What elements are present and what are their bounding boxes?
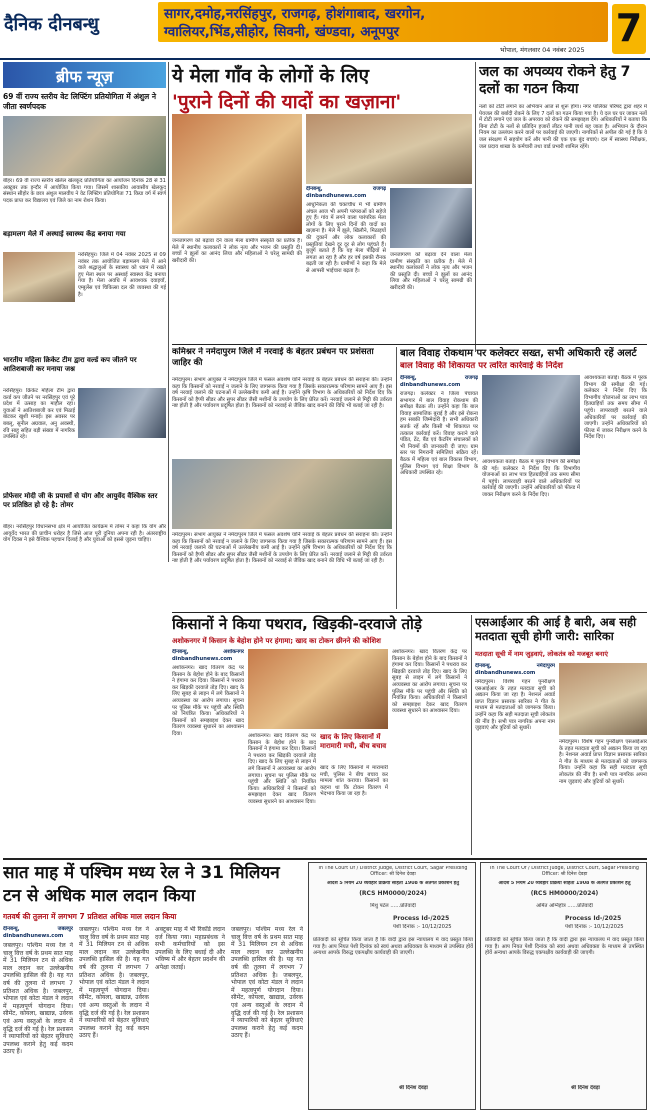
masthead-brand-box [4,4,154,54]
kisan-photo [248,649,388,729]
kisan-body-3: अशोकनगर। खाद वितरण केंद्र पर किसान के बेहोश होने के बाद किसानों ने हंगामा कर दिया। किसानों ने पथराव कर खिड़की दरवाजे तोड़ दिए। खाद के लिए सुबह से लाइन में लगे किसानों ने अव्यवस्था का आरोप लगाया। सूचना पर पुलिस मौके पर पहुंची और स्थिति को नियंत्रित किया। अधिकारियों ने किसानों को समझाइश देकर खाद वितरण व्यवस्था सुधारने का आश्वासन दिया। [392,649,467,715]
balvivah-photo [482,375,580,455]
court-notice-2 [480,862,647,1110]
mela-body: आधुनिकता की चकाचौंध में भी ग्रामीण अंचल आज भी अपनी परंपराओं को सहेजे हुए हैं। गांव में लगने वाला पारंपरिक मेला लोगों के लिए पुराने दिनों की यादों का खज़ाना है। मेले में झूले, खिलौने, मिठाइयों की दुकानें और लोक कलाकारों की प्रस्तुतियां देखने दूर दूर से लोग पहुंचते हैं। बुजुर्ग बताते हैं कि यह मेला पीढ़ियों से लगता आ रहा है और हर वर्ष इसकी रौनक बढ़ती जा रही है। ग्रामीणों ने कहा कि मेले से आपसी भाईचारा बढ़ता है। [306,202,386,274]
mela-headline-2: 'पुराने दिनों की यादों का खज़ाना' [172,91,402,113]
brief-h2: बड़ामलग मेले में अस्थाई स्वास्थ्य केंद्र बनाया गया [3,230,126,238]
railway-body-2: जबलपुर। पश्चिम मध्य रेल ने चालू वित्त वर्ष के प्रथम सात माह में 31 मिलियन टन से अधिक माल लदान कर उल्लेखनीय उपलब्धि हासिल की है। यह गत वर्ष की तुलना में लगभग 7 प्रतिशत अधिक है। जबलपुर, भोपाल एवं कोटा मंडल ने लदान में महत्वपूर्ण योगदान दिया। सीमेंट, कोयला, खाद्यान्न, उर्वरक एवं अन्य वस्तुओं के लदान में वृद्धि दर्ज की गई है। रेल प्रशासन ने व्यापारियों को बेहतर सुविधाएं उपलब्ध कराने हेतु कई कदम उठाए हैं। [79,926,149,1040]
jal-story [479,62,647,352]
notice-1-case: (RCS HM0000/2024) [359,890,427,897]
kamishnar-photo [172,459,392,529]
notice-1-sign: श्री दिनेश देवड़ा [399,1085,428,1091]
balvivah-story [400,347,647,609]
court-notice-1 [308,862,476,1110]
sir-body: नर्मदापुरम। विशेष गहन पुनरीक्षण एसआईआर के तहत मतदाता सूची को अद्यतन किया जा रहा है। नेशनल अवार्ड प्राप्त विज्ञान प्रसारक सारिका ने गीत के माध्यम से मतदाताओं को जागरूक किया। उन्होंने कहा कि सही मतदाता सूची लोकतंत्र की नींव है। सभी पात्र नागरिक अपना नाम जुड़वाएं और त्रुटियों को सुधारें। [475,679,555,732]
sir-rule [471,615,472,855]
sir-photo [559,663,647,735]
brief-photo-health [3,252,75,302]
bottom-rule [3,858,647,860]
left-column-rule [168,62,169,562]
brief-h3: भारतीय महिला क्रिकेट टीम द्वारा वर्ल्ड कप जीतने पर आतिशबाजी कर मनाया जश्न [3,356,137,373]
balvivah-headline: बाल विवाह रोकथाम पर कलेक्टर सख्त, सभी अधिकारी रहें अलर्ट [400,348,637,359]
masthead-cities-line1: सागर,दमोह,नरसिंहपुर, राजगढ़, होशंगाबाद, खरगोन, [164,6,426,22]
kisan-headline: किसानों ने किया पथराव, खिड़की-दरवाजे तोड़े [172,615,422,633]
mid-rule-2 [172,612,647,613]
notice-1-body: प्रतिवादी को सूचित किया जाता है कि वादी द्वारा इस न्यायालय में वाद प्रस्तुत किया गया है। आप नियत पेशी दिनांक को स्वयं अथवा अधिवक्ता के माध्यम से उपस्थित होवें अन्यथा आपके विरुद्ध एकपक्षीय कार्यवाही की जाएगी। [313,937,473,957]
railway-body-4: जबलपुर। पश्चिम मध्य रेल ने चालू वित्त वर्ष के प्रथम सात माह में 31 मिलियन टन से अधिक माल लदान कर उल्लेखनीय उपलब्धि हासिल की है। यह गत वर्ष की तुलना में लगभग 7 प्रतिशत अधिक है। जबलपुर, भोपाल एवं कोटा मंडल ने लदान में महत्वपूर्ण योगदान दिया। सीमेंट, कोयला, खाद्यान्न, उर्वरक एवं अन्य वस्तुओं के लदान में वृद्धि दर्ज की गई है। रेल प्रशासन ने व्यापारियों को बेहतर सुविधाएं उपलब्ध कराने हेतु कई कदम उठाए हैं। [231,926,303,1040]
mela-story [172,62,472,342]
balvivah-body-3: आवश्यकता बताई। बैठक में पूरक विभाग की समीक्षा की गई। कलेक्टर ने निर्देश दिए कि विभागीय योजनाओं का लाभ पात्र हितग्राहियों तक समय सीमा में पहुंचे। लापरवाही बरतने वाले अधिकारियों पर कार्रवाई की जाएगी। उन्होंने अधिकारियों को फील्ड में जाकर निरीक्षण करने के निर्देश दिए। [584,375,647,441]
brief-photo-weightlift [3,116,166,176]
mela-photo-main [172,114,302,234]
jal-body: नलों को टोटी लगाने का अभियान आज से शुरू होगा। नगर पालिका परिषद द्वारा शहर में पेयजल की बर्बादी रोकने के लिए 7 दलों का गठन किया गया है। ये दल घर घर जाकर नलों में टोटी लगाने एवं जल के अपव्यय को रोकने की समझाइश देंगे। अधिकारियों ने बताया कि बिना टोटी के नलों से प्रतिदिन हजारों लीटर पानी व्यर्थ बह जाता है। अभियान के दौरान नियम का उल्लंघन करने वालों पर कार्रवाई की जाएगी। नागरिकों से अपील की गई है कि वे जल संरक्षण में सहयोग करें और पानी की एक एक बूंद बचाएं। दल में स्वास्थ्य निरीक्षक, जल प्रदाय शाखा के कर्मचारी तथा वार्ड प्रभारी शामिल रहेंगे। [479,104,647,150]
notice-2-parties: अमित अग्निहोत्र ......प्रतिवादी [536,903,593,909]
balvivah-rule [396,347,397,609]
kisan-inset-body: खाद के लिए किसानों में मारामारी मची, पुलिस ने बीच बचाव कर मामला शांत कराया। किसानों का कहना था कि टोकन वितरण में भेदभाव किया जा रहा है। [320,765,388,798]
notice-2-sign: श्री दिनेश देवड़ा [571,1085,600,1091]
kisan-inset [320,733,388,853]
notice-2-court: In The Court Of / District Judge, District Court, Sagar Presiding Officer: श्री दिनेश देवड़ा [490,866,639,877]
notice-2-date: पेशी दिनांक :- 10/12/2025 [565,924,624,930]
brief-photo-cricket [78,388,166,438]
railway-story [3,862,303,1110]
mela-headline-1: ये मेला गाँव के लोगों के लिए [172,65,369,87]
railway-byline: दीनबन्धु, जबलपुर dinbandhunews.com [3,926,73,939]
balvivah-subhead: बाल विवाह की शिकायत पर त्वरित कार्रवाई के निर्देश [400,361,563,371]
balvivah-body: राजगढ़। कलेक्टर ने जिला पंचायत सभागार में बाल विवाह रोकथाम की समीक्षा बैठक ली। उन्होंने कहा कि बाल विवाह सामाजिक बुराई है और इसे रोकना हम सबकी जिम्मेदारी है। सभी अधिकारी सतर्क रहें और किसी भी शिकायत पर तत्काल कार्रवाई करें। विवाह कराने वाले पंडित, टेंट, बैंड एवं कैटरिंग संचालकों को भी नियमों की जानकारी दी जाए। ग्राम स्तर पर निगरानी समितियां सक्रिय रहें। बैठक में महिला एवं बाल विकास विभाग, पुलिस विभाग एवं शिक्षा विभाग के अधिकारी उपस्थित रहे। [400,391,478,477]
right-column-rule [475,62,476,352]
brief-t3: नरसिंहपुर। क्रिकेट महिला टीम द्वारा वर्ल्ड कप जीतने पर नरसिंहपुर एवं पूरे प्रदेश में उत्साह का माहौल रहा। युवाओं ने आतिशबाजी कर एवं मिठाई बांटकर खुशी मनाई। इस अवसर पर बबलू, सुनील अग्रवाल, अनु अवस्थी, रवि साहू सहित बड़ी संख्या में नागरिक उपस्थित रहे। [3,388,75,441]
notice-1-date: पेशी दिनांक :- 10/12/2025 [393,924,452,930]
masthead-cities-line2: ग्वालियर,भिंड,सीहोर, सिवनी, खंण्डवा, अनूपपुर [164,24,400,40]
notice-2-case: (RCS HM0000/2024) [530,890,599,897]
mela-photo-stall [390,188,472,248]
brief-title: ब्रीफ न्यूज़ [55,67,114,86]
mela-byline: दीनबन्धु, राजगढ़ dinbandhunews.com [306,186,386,199]
railway-headline: सात माह में पश्चिम मध्य रेल ने 31 मिलियन टन से अधिक माल लदान किया [3,863,280,906]
mela-photo-crowd [306,114,472,184]
brief-h4: प्रोफेसर मोदी जी के प्रयासों से योग और आयुर्वेद वैश्विक स्तर पर प्रतिष्ठित हो रहे है: तोमर [3,492,158,509]
sir-body-2: नर्मदापुरम। विशेष गहन पुनरीक्षण एसआईआर के तहत मतदाता सूची को अद्यतन किया जा रहा है। नेशनल अवार्ड प्राप्त विज्ञान प्रसारक सारिका ने गीत के माध्यम से मतदाताओं को जागरूक किया। उन्होंने कहा कि सही मतदाता सूची लोकतंत्र की नींव है। सभी पात्र नागरिक अपना नाम जुड़वाएं और त्रुटियों को सुधारें। [559,739,647,785]
sir-headline: एसआईआर की आई है बारी, अब सही मतदाता सूची होगी जारी: सारिका [475,615,637,643]
brief-section [3,62,166,962]
kamishnar-body: नर्मदापुरम। संभाग आयुक्त ने नर्मदापुरम जिले में फसल अवशेष यानि नरवाई के बेहतर प्रबंधन की सराहना की। उन्होंने कहा कि किसानों को नरवाई न जलाने के लिए जागरूक किया गया है जिसके सकारात्मक परिणाम सामने आए हैं। इस वर्ष नरवाई जलाने की घटनाओं में उल्लेखनीय कमी आई है। उन्होंने कृषि विभाग के अधिकारियों को निर्देश दिए कि किसानों को हैप्पी सीडर और सुपर सीडर जैसी मशीनों के उपयोग के लिए प्रेरित करें। नरवाई जलाने से मिट्टी की उर्वरता नष्ट होती है और पर्यावरण प्रदूषित होता है। किसानों को नरवाई से जैविक खाद बनाने की विधि भी बताई जा रही है। [172,377,392,410]
kisan-story [172,615,467,855]
balvivah-body-2: आवश्यकता बताई। बैठक में पूरक विभाग की समीक्षा की गई। कलेक्टर ने निर्देश दिए कि विभागीय योजनाओं का लाभ पात्र हितग्राहियों तक समय सीमा में पहुंचे। लापरवाही बरतने वाले अधिकारियों पर कार्रवाई की जाएगी। उन्होंने अधिकारियों को फील्ड में जाकर निरीक्षण करने के निर्देश दिए। [482,459,580,498]
notice-2-form: आदेश 5 नियम 20 व्यवहार प्रक्रिया संहिता 1908 के अंतर्गत प्रकाशन हेतु [498,881,631,886]
brief-title-bar [3,62,166,88]
page-number: 7 [615,6,643,50]
notice-2-process: Process Id-/2025 [565,915,622,922]
mela-body-3: जनजागरण को बढ़ावा देने वाला मेला ग्रामीण संस्कृति का प्रतीक है। मेले में स्थानीय कलाकारों ने लोक नृत्य और भजन की प्रस्तुति दी। बच्चों ने झूलों का आनंद लिया और महिलाओं ने घरेलू सामग्री की खरीदारी की। [172,238,302,264]
sir-byline: दीनबन्धु, नर्मदापुरम dinbandhunews.com [475,663,555,676]
sir-story [475,615,647,855]
brief-t1: बीहर। 69 वी राज्य स्तरीय खेलेल खेलकूद प्रतियोगिता का आयोजन दिनांक 28 से 31 अक्टूबर तक इन्दौर में आयोजित किया गया। जिसमें शासकीय आवासीय खेलकूद संस्थान सीहोर के छात्र अंशुल मालवीय ने वेट लिफ्टिंग प्रतियोगिता 71 किग्रा वर्ग में स्वर्ण पदक प्राप्त कर विद्यालय एवं जिले का नाम रोशन किया। [3,178,166,204]
kisan-body: अशोकनगर। खाद वितरण केंद्र पर किसान के बेहोश होने के बाद किसानों ने हंगामा कर दिया। किसानों ने पथराव कर खिड़की दरवाजे तोड़ दिए। खाद के लिए सुबह से लाइन में लगे किसानों ने अव्यवस्था का आरोप लगाया। सूचना पर पुलिस मौके पर पहुंची और स्थिति को नियंत्रित किया। अधिकारियों ने किसानों को समझाइश देकर खाद वितरण व्यवस्था सुधारने का आश्वासन दिया। [172,665,244,737]
masthead-rule [0,58,650,60]
notice-1-court: In The Court Of / District Judge, District Court, Sagar Presiding Officer: श्री दिनेश देवड़ा [318,866,468,877]
notice-1-parties: मिथु पटेल ......प्रतिवादी [370,903,416,909]
railway-body: जबलपुर। पश्चिम मध्य रेल ने चालू वित्त वर्ष के प्रथम सात माह में 31 मिलियन टन से अधिक माल लदान कर उल्लेखनीय उपलब्धि हासिल की है। यह गत वर्ष की तुलना में लगभग 7 प्रतिशत अधिक है। जबलपुर, भोपाल एवं कोटा मंडल ने लदान में महत्वपूर्ण योगदान दिया। सीमेंट, कोयला, खाद्यान्न, उर्वरक एवं अन्य वस्तुओं के लदान में वृद्धि दर्ज की गई है। रेल प्रशासन ने व्यापारियों को बेहतर सुविधाएं उपलब्ध कराने हेतु कई कदम उठाए हैं। [3,942,73,1056]
masthead-dateline: भोपाल, मंगलवार 04 नवंबर 2025 [500,46,585,54]
kamishnar-body-2: नर्मदापुरम। संभाग आयुक्त ने नर्मदापुरम जिले में फसल अवशेष यानि नरवाई के बेहतर प्रबंधन की सराहना की। उन्होंने कहा कि किसानों को नरवाई न जलाने के लिए जागरूक किया गया है जिसके सकारात्मक परिणाम सामने आए हैं। इस वर्ष नरवाई जलाने की घटनाओं में उल्लेखनीय कमी आई है। उन्होंने कृषि विभाग के अधिकारियों को निर्देश दिए कि किसानों को हैप्पी सीडर और सुपर सीडर जैसी मशीनों के उपयोग के लिए प्रेरित करें। नरवाई जलाने से मिट्टी की उर्वरता नष्ट होती है और पर्यावरण प्रदूषित होता है। किसानों को नरवाई से जैविक खाद बनाने की विधि भी बताई जा रही है। [172,532,392,565]
notice-1-process: Process Id-/2025 [393,915,450,922]
kisan-inset-title: खाद के लिए किसानों में मारामारी मची, बीच बचाव [320,733,387,750]
kamishnar-story [172,347,392,609]
mela-body-2: जनजागरण को बढ़ावा देने वाला मेला ग्रामीण संस्कृति का प्रतीक है। मेले में स्थानीय कलाकारों ने लोक नृत्य और भजन की प्रस्तुति दी। बच्चों ने झूलों का आनंद लिया और महिलाओं ने घरेलू सामग्री की खरीदारी की। [390,252,472,291]
railway-subhead: गतवर्ष की तुलना में लगभग 7 प्रतिशत अधिक माल लदान किया [3,912,177,921]
brief-t4: बीहर। नरसिंहपुर विधानसभा क्षेत्र में आयोजित कार्यक्रम में तोमर ने कहा कि योग और आयुर्वेद भारत की प्राचीन धरोहर है जिसे आज पूरी दुनिया अपना रही है। अंतरराष्ट्रीय योग दिवस ने इसे वैश्विक पहचान दिलाई है और युवाओं को इससे जुड़ना चाहिए। [3,524,166,544]
masthead [0,0,650,58]
brief-t2: नरसिंहपुर। जिले में 04 नवंबर 2025 से 09 नवंबर तक आयोजित बड़ामलग मेले में आने वाले श्रद्धालुओं के स्वास्थ्य को ध्यान में रखते हुए मेला स्थल पर अस्थाई स्वास्थ्य केंद्र बनाया गया है। मेला अवधि में आवश्यक दवाइयाँ, एम्बुलेंस एवं चिकित्सा दल की व्यवस्था की गई है। [78,252,166,298]
kisan-byline: दीनबन्धु, अशोकनगर dinbandhunews.com [172,649,244,662]
kamishnar-headline: कमिश्नर ने नर्मदापुरम जिले में नरवाई के बेहतर प्रबंधन पर प्रशंसता जाहिर की [172,347,374,368]
brief-h1: 69 वीं राज्य स्तरीय वेट लिफ्टिंग प्रतियोगिता में अंशुल ने जीता स्वर्णपदक [3,92,157,111]
kisan-body-2: अशोकनगर। खाद वितरण केंद्र पर किसान के बेहोश होने के बाद किसानों ने हंगामा कर दिया। किसानों ने पथराव कर खिड़की दरवाजे तोड़ दिए। खाद के लिए सुबह से लाइन में लगे किसानों ने अव्यवस्था का आरोप लगाया। सूचना पर पुलिस मौके पर पहुंची और स्थिति को नियंत्रित किया। अधिकारियों ने किसानों को समझाइश देकर खाद वितरण व्यवस्था सुधारने का आश्वासन दिया। [248,733,316,805]
notice-1-form: आदेश 5 नियम 20 व्यवहार प्रक्रिया संहिता 1908 के अंतर्गत प्रकाशन हेतु [327,881,459,886]
mid-rule-1 [172,344,647,345]
masthead-brand: दैनिक दीनबन्धु [4,14,99,35]
masthead-cities-banner [158,2,608,42]
railway-body-3: अक्टूबर माह में भी रिकॉर्ड लदान दर्ज किया गया। महाप्रबंधक ने सभी कर्मचारियों को इस उपलब्धि के लिए बधाई दी और भविष्य में और बेहतर प्रदर्शन की अपेक्षा जताई। [155,926,225,971]
balvivah-byline: दीनबन्धु, राजगढ़ dinbandhunews.com [400,375,478,388]
notice-2-body: प्रतिवादी को सूचित किया जाता है कि वादी द्वारा इस न्यायालय में वाद प्रस्तुत किया गया है। आप नियत पेशी दिनांक को स्वयं अथवा अधिवक्ता के माध्यम से उपस्थित होवें अन्यथा आपके विरुद्ध एकपक्षीय कार्यवाही की जाएगी। [485,937,644,957]
page-number-badge [612,4,646,54]
kisan-subhead: अशोकनगर में किसान के बेहोश होने पर हंगामा; खाद का टोकन छीनने की कोशिश [172,637,381,645]
sir-subhead: मतदाता सूची में नाम जुड़वाएं, लोकतंत्र को मजबूत बनाएं [475,650,608,658]
jal-headline: जल का अपव्यय रोकने हेतु 7 दलों का गठन किया [479,64,631,97]
